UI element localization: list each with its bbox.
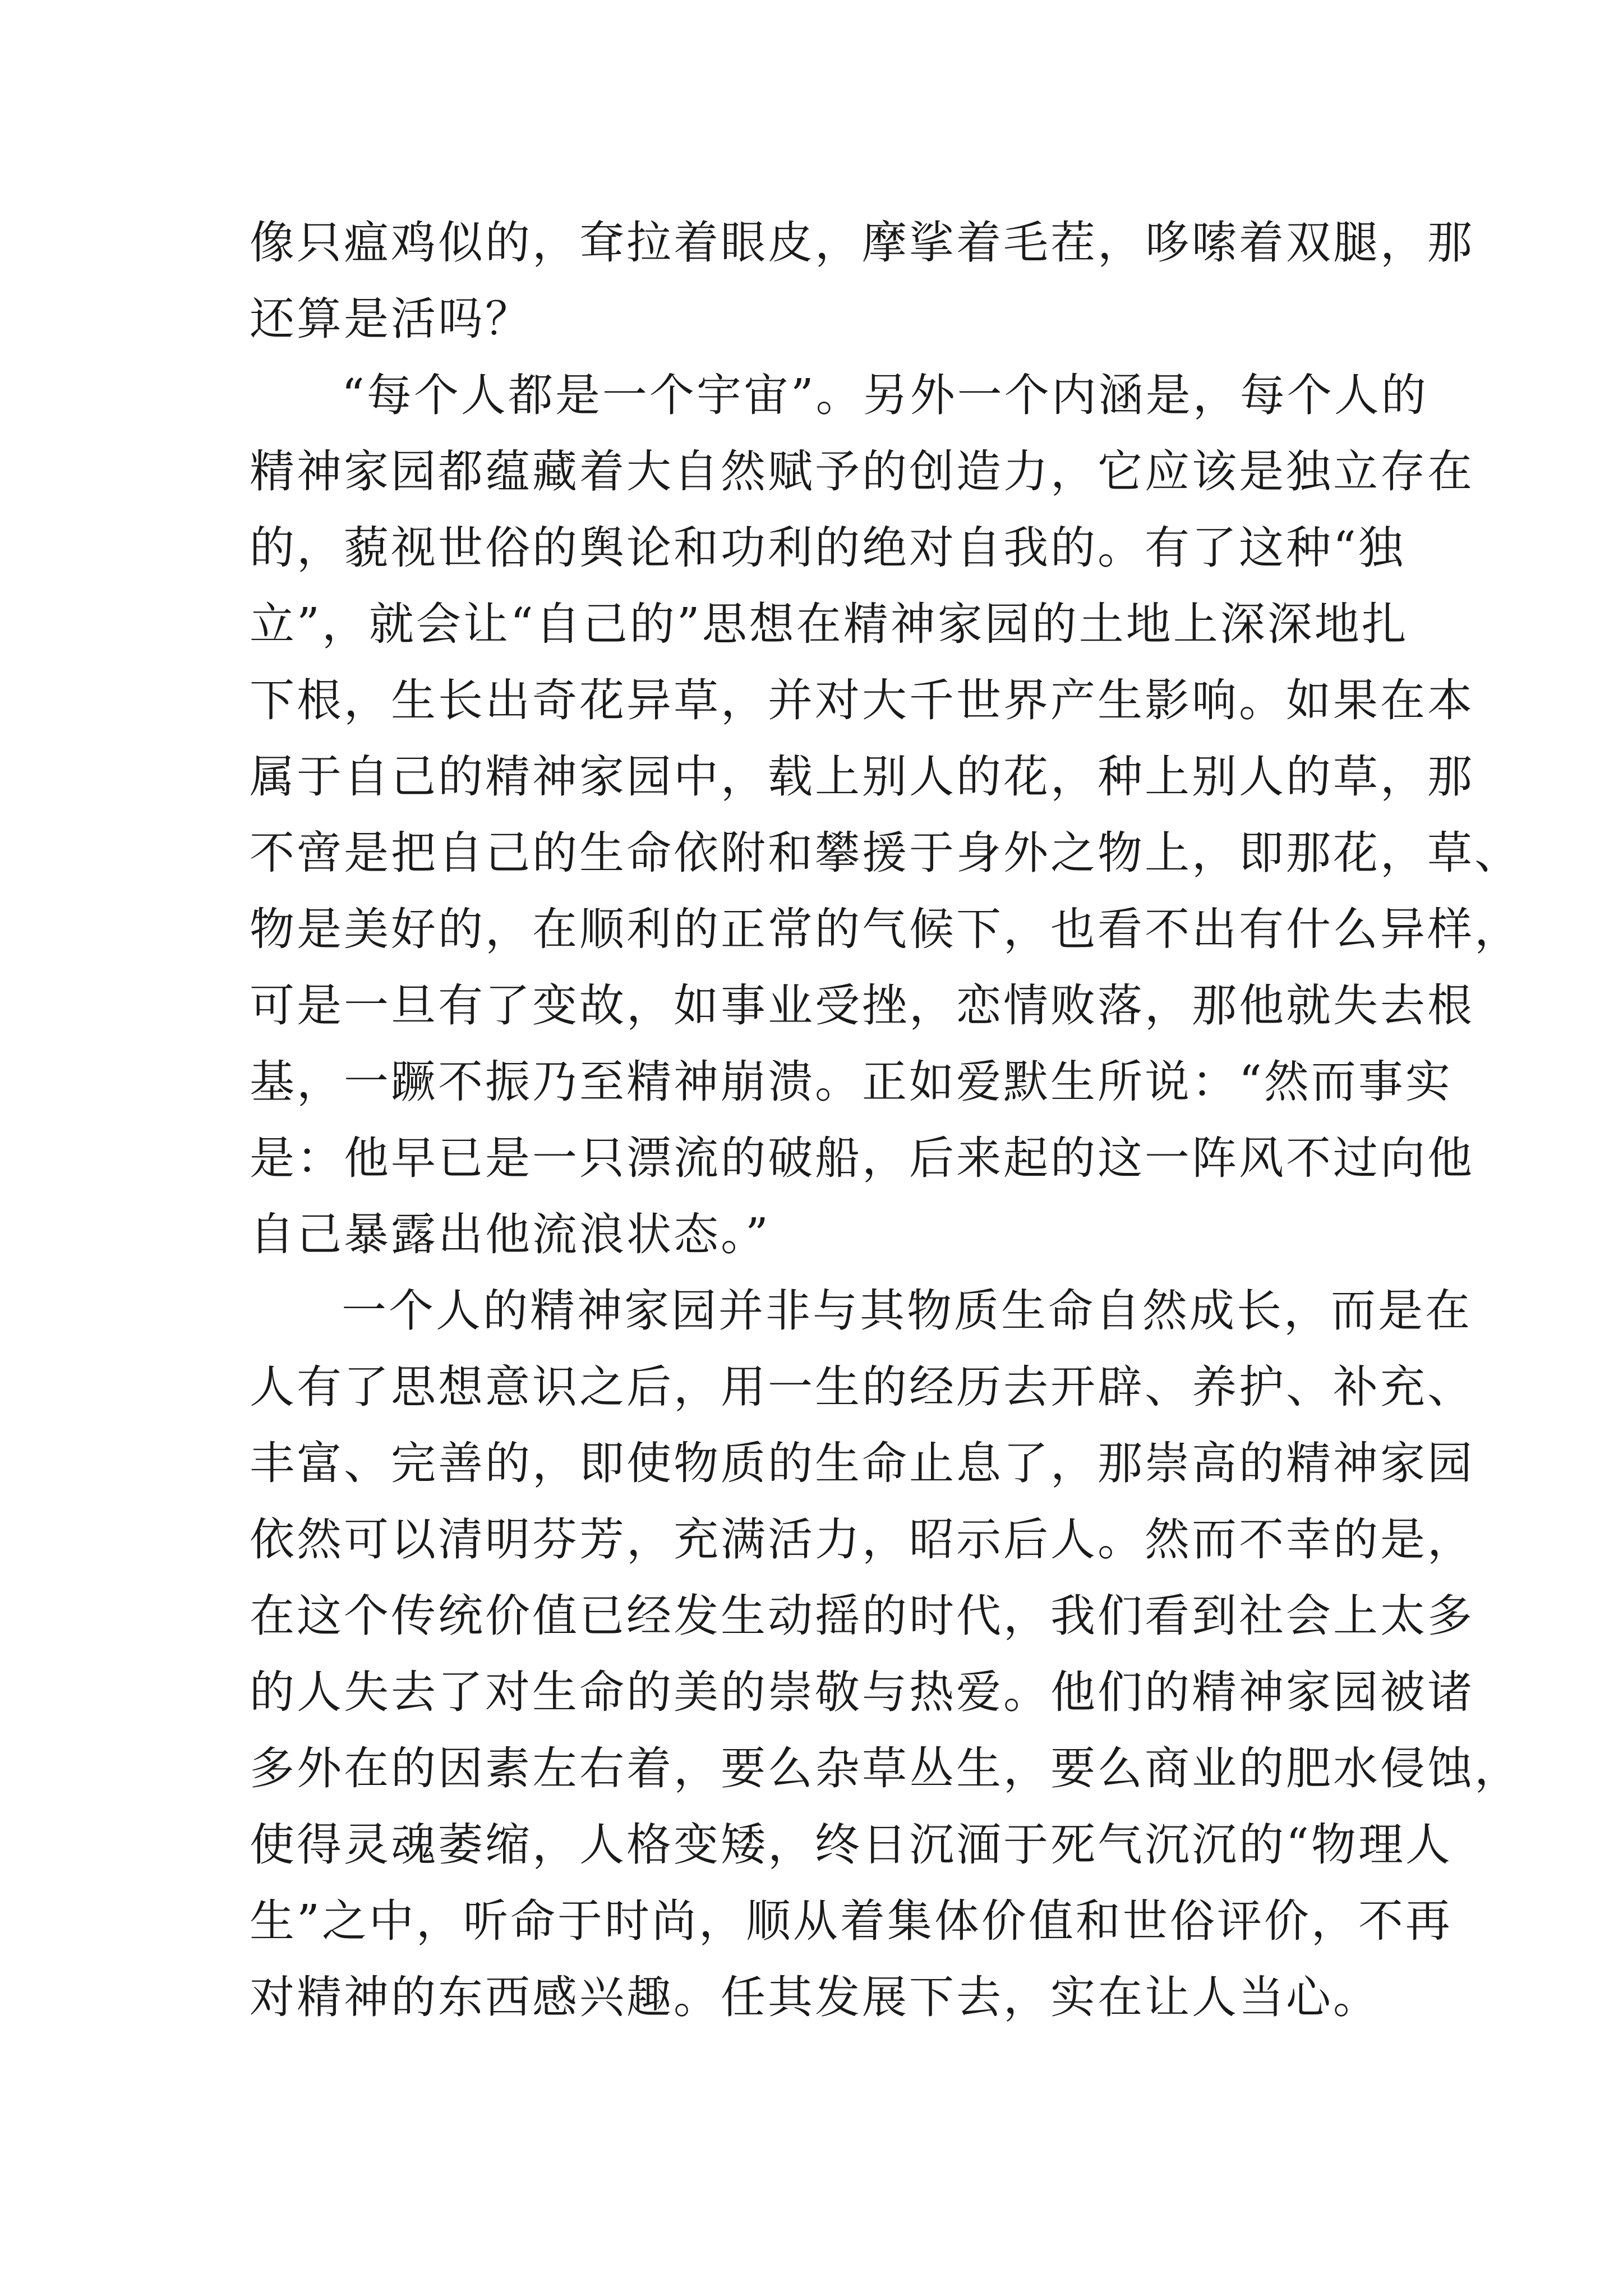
text-line: 的，藐视世俗的舆论和功利的绝对自我的。有了这种“独 — [250, 522, 1405, 574]
text-line: 的人失去了对生命的美的崇敬与热爱。他们的精神家园被诸 — [250, 1666, 1474, 1718]
text-line: 基，一蹶不振乃至精神崩溃。正如爱默生所说：“然而事实 — [250, 1056, 1453, 1108]
body-text — [250, 205, 1521, 2036]
text-line: 对精神的东西感兴趣。任其发展下去，实在让人当心。 — [250, 1971, 1380, 2023]
text-line: 多外在的因素左右着，要么杂草丛生，要么商业的肥水侵蚀， — [250, 1742, 1521, 1795]
text-line: 是：他早已是一只漂流的破船，后来起的这一阵风不过向他 — [250, 1132, 1474, 1184]
text-line: 属于自己的精神家园中，载上别人的花，种上别人的草，那 — [250, 751, 1474, 803]
text-line: 不啻是把自己的生命依附和攀援于身外之物上，即那花，草、 — [250, 827, 1521, 879]
text-line: 丰富、完善的，即使物质的生命止息了，那崇高的精神家园 — [250, 1437, 1474, 1489]
text-line: 使得灵魂萎缩，人格变矮，终日沉湎于死气沉沉的“物理人 — [250, 1819, 1453, 1871]
text-line: 精神家园都蕴藏着大自然赋予的创造力，它应该是独立存在 — [250, 445, 1474, 498]
text-line: 还算是活吗？ — [250, 293, 532, 345]
text-line: 可是一旦有了变故，如事业受挫，恋情败落，那他就失去根 — [250, 979, 1474, 1032]
text-line: 人有了思想意识之后，用一生的经历去开辟、养护、补充、 — [250, 1361, 1474, 1413]
text-line: “每个人都是一个宇宙”。另外一个内涵是，每个人的 — [342, 369, 1428, 421]
text-line: 下根，生长出奇花异草，并对大千世界产生影响。如果在本 — [250, 674, 1474, 726]
text-line: 生”之中，听命于时尚，顺从着集体价值和世俗评价，不再 — [250, 1895, 1453, 1947]
text-line: 像只瘟鸡似的，耷拉着眼皮，摩挲着毛茬，哆嗦着双腿，那 — [250, 217, 1474, 269]
text-line: 在这个传统价值已经发生动摇的时代，我们看到社会上太多 — [250, 1590, 1474, 1642]
text-line: 自己暴露出他流浪状态。” — [250, 1208, 771, 1260]
text-line: 立”，就会让“自己的”思想在精神家园的土地上深深地扎 — [250, 598, 1409, 650]
text-line: 依然可以清明芬芳，充满活力，昭示后人。然而不幸的是， — [250, 1513, 1474, 1566]
text-line: 一个人的精神家园并非与其物质生命自然成长，而是在 — [342, 1285, 1472, 1337]
text-line: 物是美好的，在顺利的正常的气候下，也看不出有什么异样， — [250, 903, 1521, 955]
